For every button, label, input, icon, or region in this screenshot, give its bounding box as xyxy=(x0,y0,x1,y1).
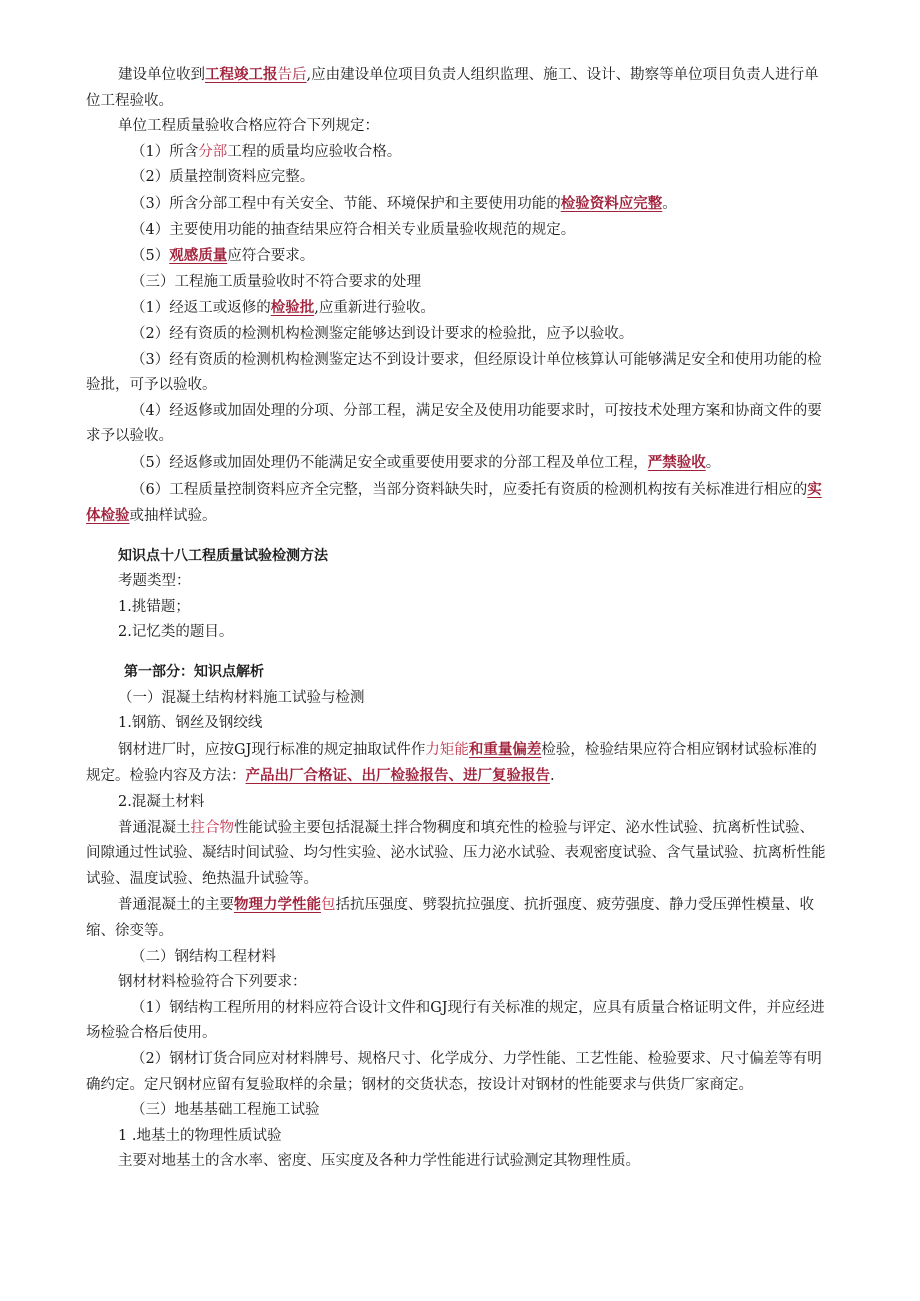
highlight: 实体检验 xyxy=(86,480,822,525)
text: 建设单位收到 xyxy=(118,67,205,83)
list-item: 2.记忆类的题目。 xyxy=(118,624,234,641)
text: . xyxy=(550,768,555,785)
text: 性能试验主要包括混凝土拌合物稠度和填充性的检验与评定、泌水性试验、抗离析性试验、间隙通过性试验、凝结时间试验、均匀性实验、泌水试验、压力泌水试验、表观密度试验、含气量试验、抗离析性能试验、温度试验、绝热温升试验等。 xyxy=(86,819,826,887)
highlight: 工程竣工报 xyxy=(205,66,278,83)
list-item xyxy=(86,243,826,270)
text: 普通混凝土的主要 xyxy=(118,897,234,914)
text: （1）所含 xyxy=(131,143,199,160)
text: 括抗压强度、劈裂抗拉强度、抗折强度、疲劳强度、静力受压弹性模量、收缩、徐变等。 xyxy=(86,897,814,939)
part-heading: 第一部分：知识点解析 xyxy=(124,664,264,681)
paragraph xyxy=(86,737,826,790)
section-heading: （二）钢结构工程材料 xyxy=(131,948,276,965)
subsection-heading: 1.钢筋、钢丝及钢绞线 xyxy=(118,715,263,732)
highlight: 产品出厂合格证、出厂检验报告、进厂复验报告 xyxy=(245,767,550,785)
highlight: 检验批 xyxy=(270,299,315,317)
text: 检验，检验结果应符合相应钢材试验标准的规定。检验内容及方法： xyxy=(86,741,817,785)
list-item: （1）钢结构工程所用的材料应符合设计文件和GJ现行有关标准的规定，应具有质量合格证明文件，并应经进场检验合格后使用。 xyxy=(86,999,825,1042)
section-heading: （一）混凝土结构材料施工试验与检测 xyxy=(118,689,365,706)
text: 。 xyxy=(705,454,721,471)
highlight: 包 xyxy=(321,897,336,914)
paragraph: 单位工程质量验收合格应符合下列规定： xyxy=(118,118,379,135)
text: （5） xyxy=(131,248,170,265)
section-heading: （三）地基基础工程施工试验 xyxy=(131,1102,320,1119)
highlight: 告后 xyxy=(277,67,307,83)
list-item xyxy=(86,477,826,530)
highlight: 观感质量 xyxy=(169,247,228,265)
highlight: 拄合物 xyxy=(190,819,234,836)
text: （6）工程质量控制资料应齐全完整，当部分资料缺失时，应委托有资质的检测机构按有关标准进行相应的 xyxy=(131,481,808,498)
list-item xyxy=(86,295,826,322)
list-item: （2）质量控制资料应完整。 xyxy=(131,169,315,186)
highlight: 和重量偏差 xyxy=(468,740,542,758)
text: （3）所含分部工程中有关安全、节能、环境保护和主要使用功能的 xyxy=(131,195,561,212)
list-item xyxy=(86,191,826,218)
list-item: （4）主要使用功能的抽查结果应符合相关专业质量验收规范的规定。 xyxy=(131,221,576,238)
subsection-heading: 2.混凝土材料 xyxy=(118,794,205,811)
text: ,应重新进行验收。 xyxy=(314,300,435,317)
highlight: 物理力学性能 xyxy=(234,896,321,914)
spacer xyxy=(86,530,826,544)
list-item: （3）经有资质的检测机构检测鉴定达不到设计要求，但经原设计单位核算认可能够满足安全和使用功能的检验批，可予以验收。 xyxy=(86,351,822,394)
text: （1）经返工或返修的 xyxy=(131,300,271,317)
text: 工程的质量均应验收合格。 xyxy=(227,143,402,160)
list-item xyxy=(86,450,826,477)
highlight: 分部 xyxy=(198,143,228,160)
list-item: 1.挑错题； xyxy=(118,598,190,615)
list-item: （4）经返修或加固处理的分项、分部工程，满足安全及使用功能要求时，可按技术处理方案和协商文件的要求予以验收。 xyxy=(86,402,822,445)
text: 。 xyxy=(662,195,677,212)
highlight: 严禁验收 xyxy=(647,453,706,471)
subsection-heading: 1 .地基土的物理性质试验 xyxy=(118,1127,282,1144)
highlight: 力矩能 xyxy=(425,741,469,758)
text: ,应由建设单位项目负责人组织监理、施工、设计、勘察等单位项目负责人进行单位工程验收。 xyxy=(86,67,819,109)
paragraph: 主要对地基土的含水率、密度、压实度及各种力学性能进行试验测定其物理性质。 xyxy=(118,1153,640,1170)
spacer xyxy=(86,646,826,660)
text: 钢材进厂时，应按GJ现行标准的规定抽取试件作 xyxy=(118,741,426,758)
text: 或抽样试验。 xyxy=(129,508,217,525)
paragraph xyxy=(86,892,826,944)
list-item xyxy=(86,140,826,166)
section-heading: （三）工程施工质量验收时不符合要求的处理 xyxy=(131,273,421,290)
list-item: （2）钢材订货合同应对材料牌号、规格尺寸、化学成分、力学性能、工艺性能、检验要求、尺寸偏差等有明确约定。定尺钢材应留有复验取样的余量；钢材的交货状态，按设计对钢材的性能要求与供货厂家商定。 xyxy=(86,1050,822,1093)
paragraph xyxy=(86,62,826,114)
text: （5）经返修或加固处理仍不能满足安全或重要使用要求的分部工程及单位工程， xyxy=(131,454,648,471)
text: 普通混凝土 xyxy=(118,819,191,836)
highlight: 检验资料应完整 xyxy=(560,194,663,212)
text: 应符合要求。 xyxy=(227,248,315,265)
knowledge-heading: 知识点十八工程质量试验检测方法 xyxy=(118,547,328,564)
paragraph: 钢材材料检验符合下列要求： xyxy=(118,974,307,991)
paragraph xyxy=(86,816,826,893)
list-item: （2）经有资质的检测机构检测鉴定能够达到设计要求的检验批，应予以验收。 xyxy=(131,325,634,342)
document-body xyxy=(86,62,826,1175)
paragraph: 考题类型： xyxy=(118,573,191,590)
